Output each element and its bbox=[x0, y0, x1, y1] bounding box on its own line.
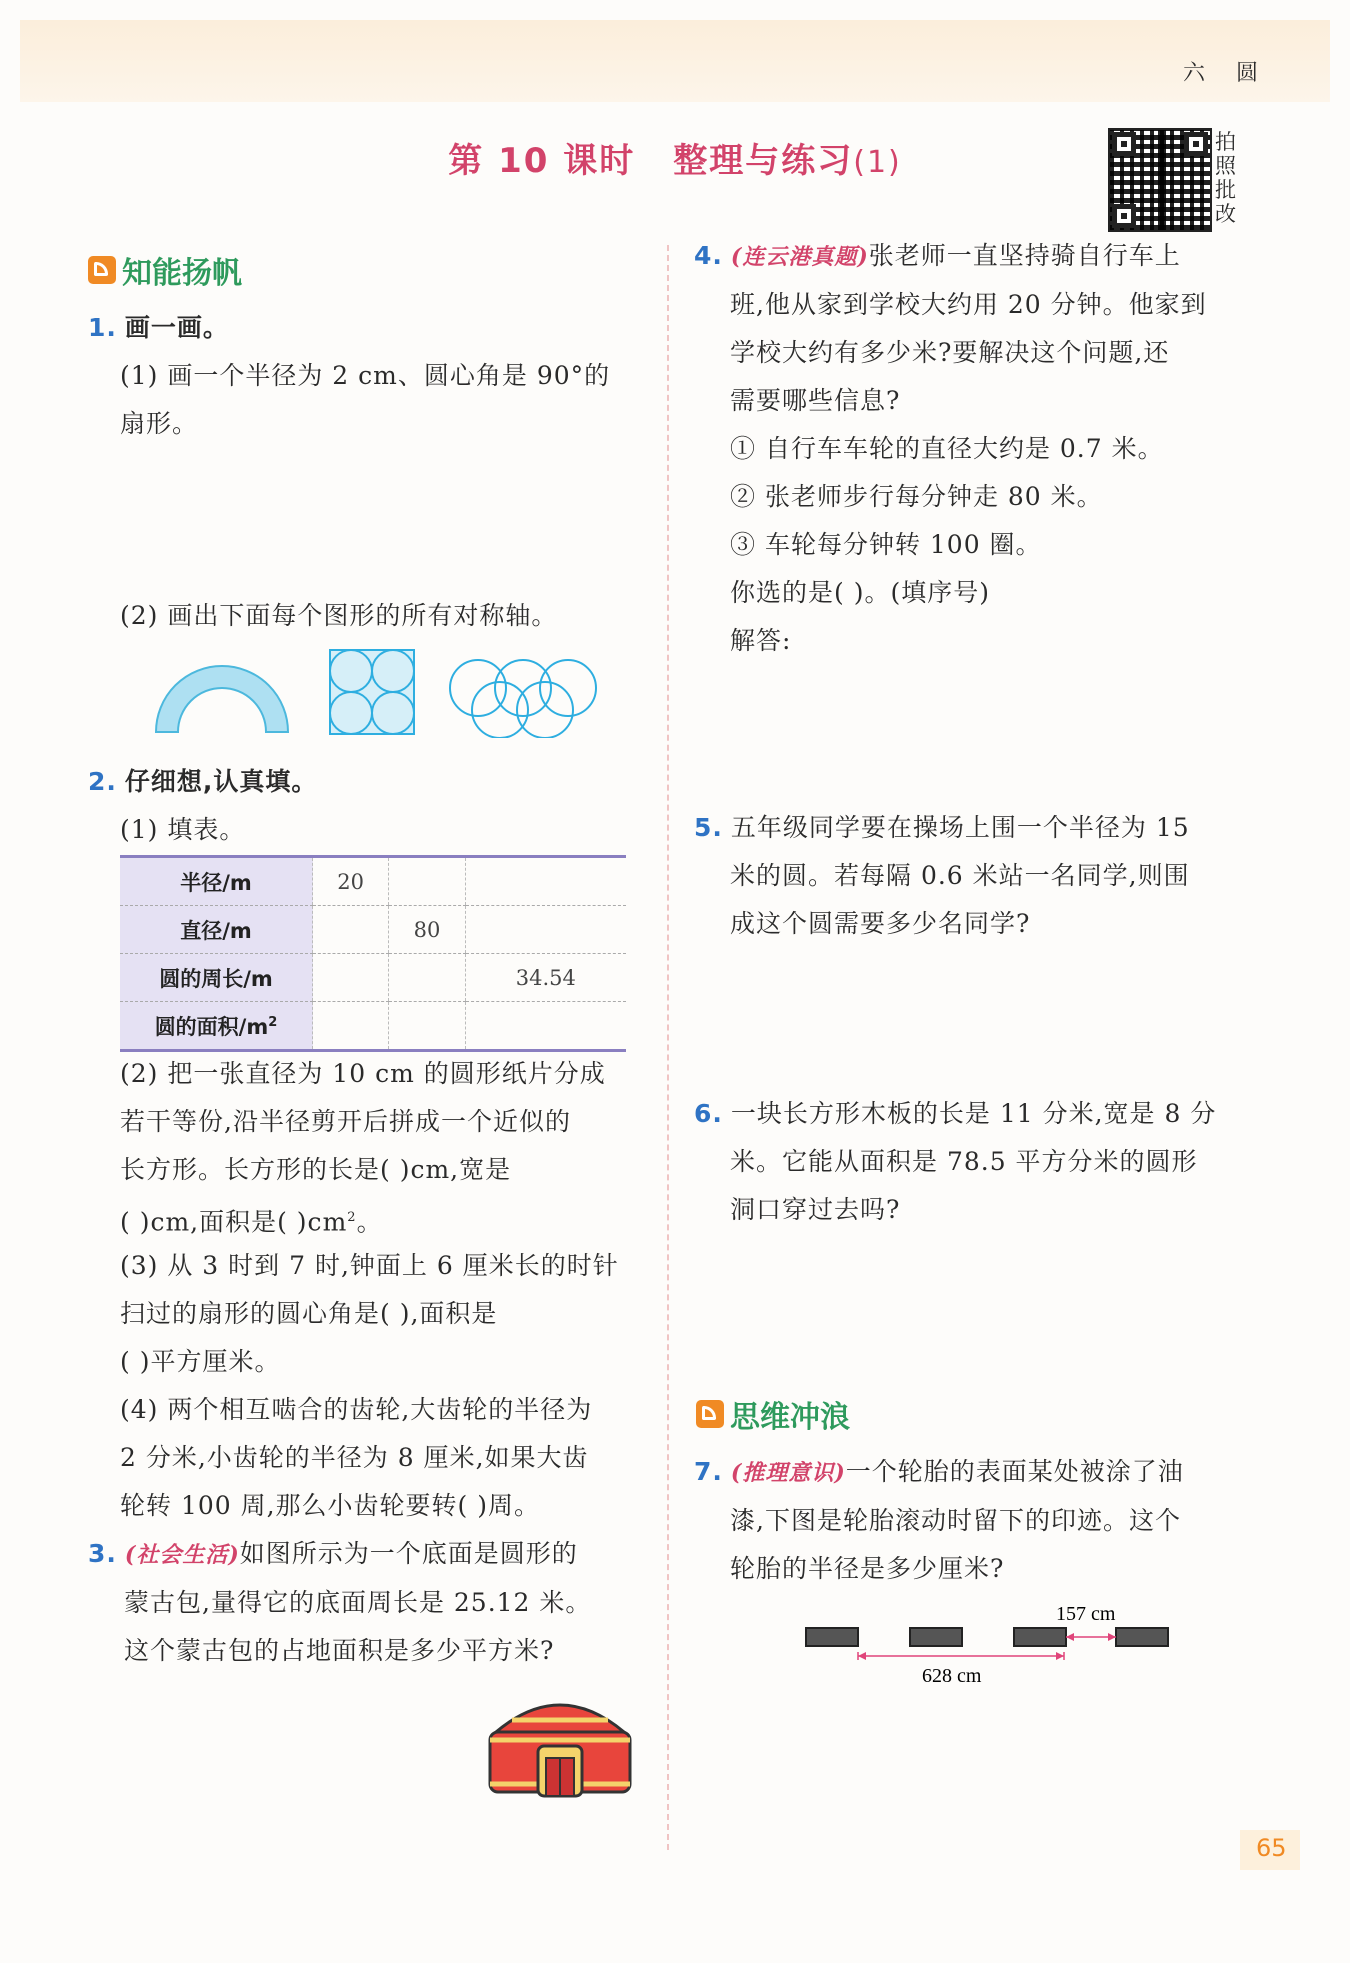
track-mark bbox=[910, 1628, 962, 1646]
chapter-label: 六 圆 bbox=[1183, 61, 1270, 86]
answer-label: 解答: bbox=[730, 626, 792, 655]
qr-label: 拍 照 批 改 bbox=[1215, 130, 1236, 226]
tire-track-figure bbox=[800, 1598, 1180, 1688]
section-heading-left: 知能扬帆 bbox=[88, 248, 242, 292]
column-divider bbox=[667, 245, 669, 1850]
question-2-part-3: (3) 从 3 时到 7 时,钟面上 6 厘米长的时针 扫过的扇形的圆心角是( ),面积是 ( )平方厘米。 bbox=[120, 1251, 619, 1376]
page-number: 65 bbox=[1256, 1834, 1287, 1862]
track-mark bbox=[1014, 1628, 1066, 1646]
question-5: 5. 五年级同学要在操场上围一个半径为 15 米的圆。若每隔 0.6 米站一名同学,则围 成这个圆需要多少名同学? bbox=[694, 813, 1190, 938]
question-1-part-2: (2) 画出下面每个图形的所有对称轴。 bbox=[120, 601, 558, 630]
sail-icon bbox=[88, 256, 116, 284]
question-4: 4. (连云港真题)张老师一直坚持骑自行车上 班,他从家到学校大约用 20 分钟。他家到 学校大约有多少米?要解决这个问题,还 需要哪些信息? ① 自行车车轮的直径大约是 0.7 米。 ② 张老师步行每分钟走 80 米。 ③ 车轮每分钟转 100 圈。 你选的是( )。(填序号) 解答: bbox=[694, 232, 1207, 665]
table-row: 圆的面积$/m^2$ bbox=[120, 1002, 626, 1051]
question-2: 2. 仔细想,认真填。 bbox=[88, 767, 318, 796]
question-2-part-2: (2) 把一张直径为 10 cm 的圆形纸片分成 若干等份,沿半径剪开后拼成一个近似的 长方形。长方形的长是( )cm,宽是 ( )cm,面积是( )$cm^2$。 bbox=[120, 1059, 606, 1237]
table-row: 半径/m 20 bbox=[120, 857, 626, 906]
top-band bbox=[20, 20, 1330, 102]
section-heading-right: 思维冲浪 bbox=[696, 1392, 850, 1436]
track-mark bbox=[1116, 1628, 1168, 1646]
choice-blank[interactable]: 你选的是( )。(填序号) bbox=[730, 578, 990, 607]
arch-shape bbox=[156, 666, 288, 732]
yurt-image bbox=[482, 1680, 638, 1804]
question-6: 6. 一块长方形木板的长是 11 分米,宽是 8 分 米。它能从面积是 78.5 平方分米的圆形 洞口穿过去吗? bbox=[694, 1099, 1217, 1224]
qr-code-icon[interactable] bbox=[1108, 128, 1212, 232]
question-2-part-1: (1) 填表。 bbox=[120, 815, 246, 844]
wave-icon bbox=[696, 1400, 724, 1428]
olympic-rings bbox=[450, 660, 596, 738]
long-length-label: 628 cm bbox=[922, 1665, 982, 1687]
fill-table bbox=[120, 855, 626, 1052]
lesson-topic: 整理与练习 bbox=[673, 141, 854, 181]
question-1: 1. 画一画。 bbox=[88, 313, 229, 342]
symmetry-figures bbox=[148, 648, 598, 738]
short-length-label: 157 cm bbox=[1056, 1603, 1116, 1625]
four-circles-square bbox=[330, 650, 414, 734]
lesson-part: (1) bbox=[853, 145, 902, 180]
question-7: 7. (推理意识)一个轮胎的表面某处被涂了油 漆,下图是轮胎滚动时留下的印迹。这个 轮胎的半径是多少厘米? bbox=[694, 1457, 1184, 1583]
table-row: 直径/m 80 bbox=[120, 906, 626, 954]
question-2-part-4: (4) 两个相互啮合的齿轮,大齿轮的半径为 2 分米,小齿轮的半径为 8 厘米,如果大齿 轮转 100 周,那么小齿轮要转( )周。 bbox=[120, 1395, 593, 1520]
track-mark bbox=[806, 1628, 858, 1646]
question-3: 3. (社会生活)如图所示为一个底面是圆形的 蒙古包,量得它的底面周长是 25.12 米。 这个蒙古包的占地面积是多少平方米? bbox=[88, 1539, 592, 1665]
lesson-number: 第 10 课时 bbox=[448, 141, 636, 181]
question-1-part-1: (1) 画一个半径为 2 cm、圆心角是 90°的 扇形。 bbox=[120, 361, 611, 438]
table-row: 圆的周长/m 34.54 bbox=[120, 954, 626, 1002]
